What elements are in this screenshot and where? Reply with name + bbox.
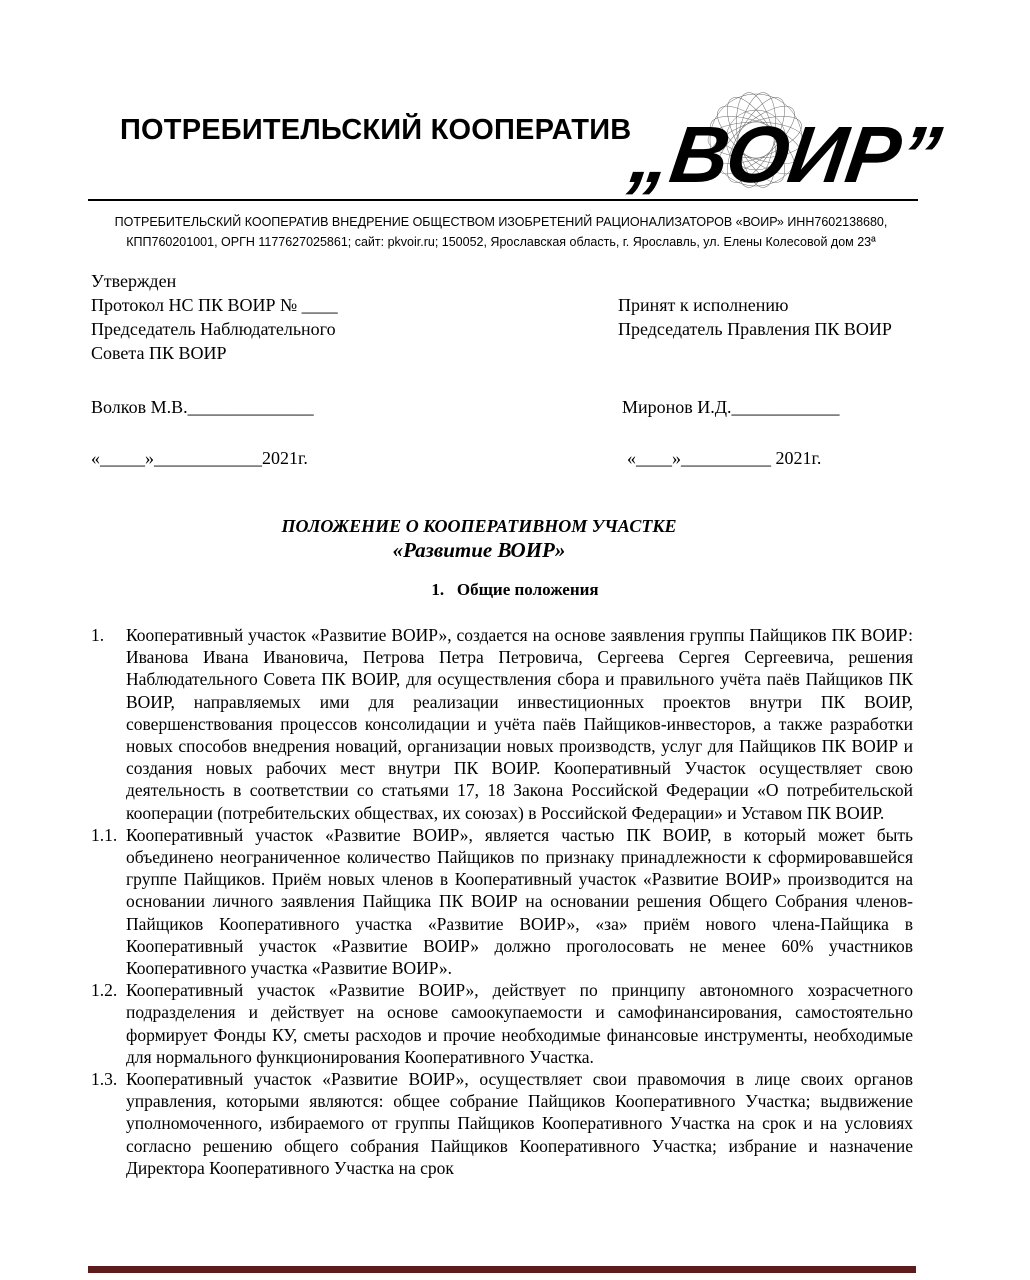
company-requisites: ПОТРЕБИТЕЛЬСКИЙ КООПЕРАТИВ ВНЕДРЕНИЕ ОБЩЕСТВОМ ИЗОБРЕТЕНИЙ РАЦИОНАЛИЗАТОРОВ «ВОИР» ИНН7602138680, КПП760201001, ОРГН 1177627025861; сайт: pkvoir.ru; 150052, Ярославская область, г. Ярославль, ул. Елены Колесовой дом 23ª	[114, 215, 888, 249]
paragraph-number: 1.2.	[91, 980, 118, 1001]
footer-divider	[88, 1266, 916, 1273]
board-chair-title: Председатель Правления ПК ВОИР	[618, 319, 892, 339]
approval-block-left	[91, 269, 338, 365]
paragraph-text: Кооперативный участок «Развитие ВОИР», осуществляет свои правомочия в лице своих органов управления, которыми являются: общее собрание Пайщиков Кооперативного Участка; выдвижение уполномоченного, избираемого от группы Пайщиков Кооперативного Участка на срок и на условиях согласно решению общего собрания Пайщиков Кооперативного Участка; избрание и назначение Директора Кооперативного Участка на срок	[126, 1069, 913, 1178]
approved-label: Утвержден	[91, 271, 177, 291]
document-title	[0, 514, 958, 562]
protocol-line: Протокол НС ПК ВОИР № ____	[91, 295, 338, 315]
document-title-line2: «Развитие ВОИР»	[392, 538, 566, 562]
logo-text: „ВОИР”	[624, 110, 947, 200]
paragraph-number: 1.3.	[91, 1069, 118, 1090]
paragraph-text: Кооперативный участок «Развитие ВОИР», действует по принципу автономного хозрасчетного подразделения и действует на основе самоокупаемости и самофинансирования, самостоятельно формирует Фонды КУ, сметы расходов и прочие необходимые финансовые инструменты, необходимые для нормального функционирования Кооперативного Участка.	[126, 980, 913, 1067]
header-divider	[88, 199, 918, 201]
chair-title-line1: Председатель Наблюдательного	[91, 319, 336, 339]
paragraph	[91, 979, 913, 1068]
paragraph-number: 1.	[91, 625, 105, 645]
section-heading	[0, 580, 1030, 600]
date-line-right: «____»__________ 2021г.	[627, 448, 822, 468]
signature-name-left: Волков М.В.______________	[91, 397, 314, 417]
header-title: ПОТРЕБИТЕЛЬСКИЙ КООПЕРАТИВ	[120, 114, 632, 146]
voir-logo	[624, 78, 947, 200]
document-body	[91, 624, 913, 1179]
paragraph	[91, 624, 913, 824]
paragraph-text: Кооперативный участок «Развитие ВОИР», создается на основе заявления группы Пайщиков ПК ВОИР: Иванова Ивана Ивановича, Петрова Петра Петровича, Сергеева Сергея Сергеевича, решения Наблюдательного Совета ПК ВОИР, для осуществления сбора и правильного учёта паёв Пайщиков ПК ВОИР, направляемых ими для реализации инвестиционных проектов внутри ПК ВОИР, совершенствования процессов консолидации и учёта паёв Пайщиков-инвесторов, а также разработки новых способов внедрения новаций, организации новых производств, услуг для Пайщиков ПК ВОИР и создания новых рабочих мест внутри ПК ВОИР. Кооперативный Участок осуществляет свою деятельность в соответствии со статьями 17, 18 Закона Российской Федерации «О потребительской кооперации (потребительских обществах, их союзах) в Российской Федерации» и Уставом ПК ВОИР.	[126, 625, 913, 823]
paragraph-number: 1.1.	[91, 824, 118, 845]
paragraph	[91, 824, 913, 979]
accepted-label: Принят к исполнению	[618, 295, 789, 315]
document-title-line1: ПОЛОЖЕНИЕ О КООПЕРАТИВНОМ УЧАСТКЕ	[281, 516, 677, 536]
chair-title-line2: Совета ПК ВОИР	[91, 343, 227, 363]
date-line-left: «_____»____________2021г.	[91, 448, 308, 468]
paragraph	[91, 1068, 913, 1179]
approval-block-right	[618, 293, 892, 341]
signature-name-right: Миронов И.Д.____________	[622, 397, 840, 417]
paragraph-text: Кооперативный участок «Развитие ВОИР», является частью ПК ВОИР, в который может быть объединено неограниченное количество Пайщиков по признаку принадлежности к сформировавшейся группе Пайщиков. Приём новых членов в Кооперативный участок «Развитие ВОИР» производится на основании личного заявления Пайщика ПК ВОИР на основании решения Общего Собрания членов-Пайщиков Кооперативного участка «Развитие ВОИР», «за» приём нового члена-Пайщика в Кооперативный участок «Развитие ВОИР» должно проголосовать не менее 60% участников Кооперативного участка «Развитие ВОИР».	[126, 824, 913, 979]
section-heading-text: 1. Общие положения	[431, 580, 599, 599]
